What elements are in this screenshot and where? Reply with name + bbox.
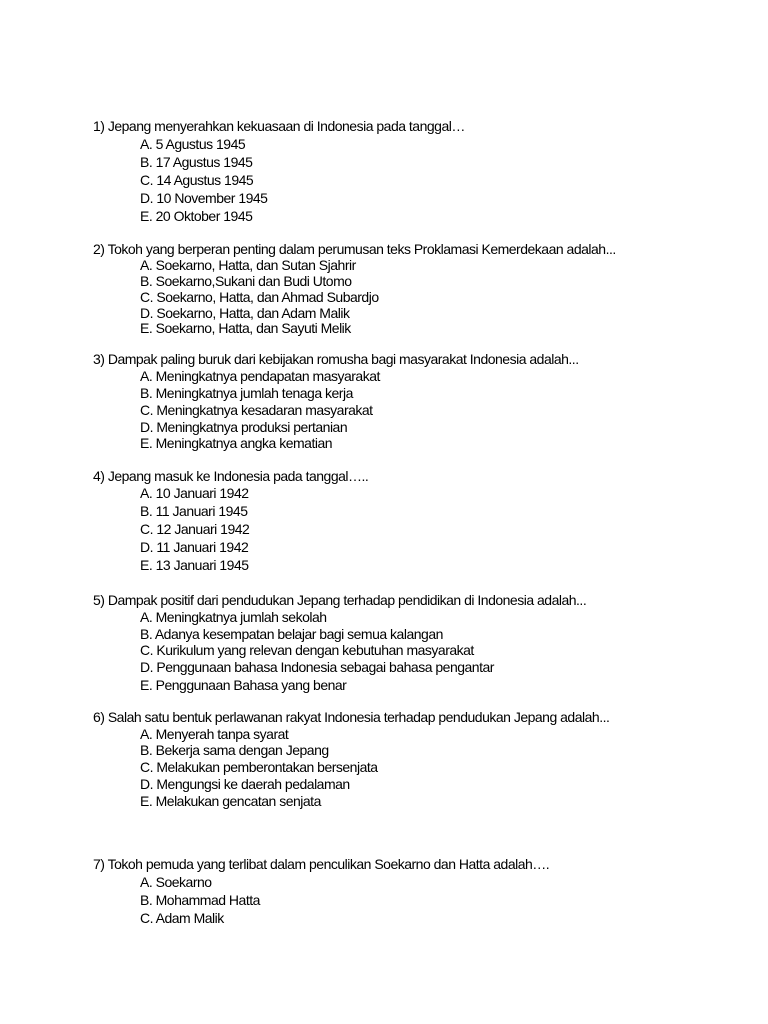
question-2-option-d: D. Soekarno, Hatta, dan Adam Malik [140, 305, 350, 321]
question-4-option-e: E. 13 Januari 1945 [140, 557, 249, 573]
question-5-option-c: C. Kurikulum yang relevan dengan kebutuhan masyarakat [140, 642, 474, 658]
question-5-option-d: D. Penggunaan bahasa Indonesia sebagai bahasa pengantar [140, 659, 494, 675]
question-6-option-e: E. Melakukan gencatan senjata [140, 793, 321, 809]
question-1-option-c: C. 14 Agustus 1945 [140, 172, 254, 188]
question-1-option-a: A. 5 Agustus 1945 [140, 136, 246, 152]
question-7-option-c: C. Adam Malik [140, 910, 224, 926]
question-4-option-b: B. 11 Januari 1945 [140, 503, 248, 519]
question-3-option-e: E. Meningkatnya angka kematian [140, 435, 333, 451]
question-6-stem: 6) Salah satu bentuk perlawanan rakyat Indonesia terhadap pendudukan Jepang adalah... [93, 709, 610, 725]
question-5-option-b: B. Adanya kesempatan belajar bagi semua kalangan [140, 626, 443, 642]
question-6-option-c: C. Melakukan pemberontakan bersenjata [140, 759, 378, 775]
question-6-option-a: A. Menyerah tanpa syarat [140, 726, 289, 742]
question-4-option-d: D. 11 Januari 1942 [140, 539, 249, 555]
question-4-stem: 4) Jepang masuk ke Indonesia pada tanggal….. [93, 468, 369, 484]
question-7-stem: 7) Tokoh pemuda yang terlibat dalam penculikan Soekarno dan Hatta adalah…. [93, 856, 550, 872]
question-3-option-c: C. Meningkatnya kesadaran masyarakat [140, 402, 373, 418]
question-1-option-d: D. 10 November 1945 [140, 190, 268, 206]
question-3-option-a: A. Meningkatnya pendapatan masyarakat [140, 368, 380, 384]
question-3-option-b: B. Meningkatnya jumlah tenaga kerja [140, 385, 353, 401]
question-1-option-b: B. 17 Agustus 1945 [140, 154, 253, 170]
question-2-stem: 2) Tokoh yang berperan penting dalam perumusan teks Proklamasi Kemerdekaan adalah... [93, 241, 616, 257]
question-3-stem: 3) Dampak paling buruk dari kebijakan romusha bagi masyarakat Indonesia adalah... [93, 351, 579, 367]
question-7-option-b: B. Mohammad Hatta [140, 892, 260, 908]
question-2-option-a: A. Soekarno, Hatta, dan Sutan Sjahrir [140, 257, 356, 273]
question-7-option-a: A. Soekarno [140, 874, 212, 890]
question-6-option-b: B. Bekerja sama dengan Jepang [140, 742, 329, 758]
question-2-option-c: C. Soekarno, Hatta, dan Ahmad Subardjo [140, 289, 379, 305]
question-5-option-a: A. Meningkatnya jumlah sekolah [140, 609, 327, 625]
question-1-option-e: E. 20 Oktober 1945 [140, 208, 253, 224]
question-6-option-d: D. Mengungsi ke daerah pedalaman [140, 776, 350, 792]
question-5-option-e: E. Penggunaan Bahasa yang benar [140, 677, 347, 693]
question-4-option-a: A. 10 Januari 1942 [140, 485, 249, 501]
question-2-option-e: E. Soekarno, Hatta, dan Sayuti Melik [140, 320, 351, 336]
question-4-option-c: C. 12 Januari 1942 [140, 521, 250, 537]
question-5-stem: 5) Dampak positif dari pendudukan Jepang terhadap pendidikan di Indonesia adalah... [93, 592, 587, 608]
question-2-option-b: B. Soekarno,Sukani dan Budi Utomo [140, 273, 352, 289]
question-3-option-d: D. Meningkatnya produksi pertanian [140, 419, 348, 435]
question-1-stem: 1) Jepang menyerahkan kekuasaan di Indonesia pada tanggal… [93, 118, 465, 134]
